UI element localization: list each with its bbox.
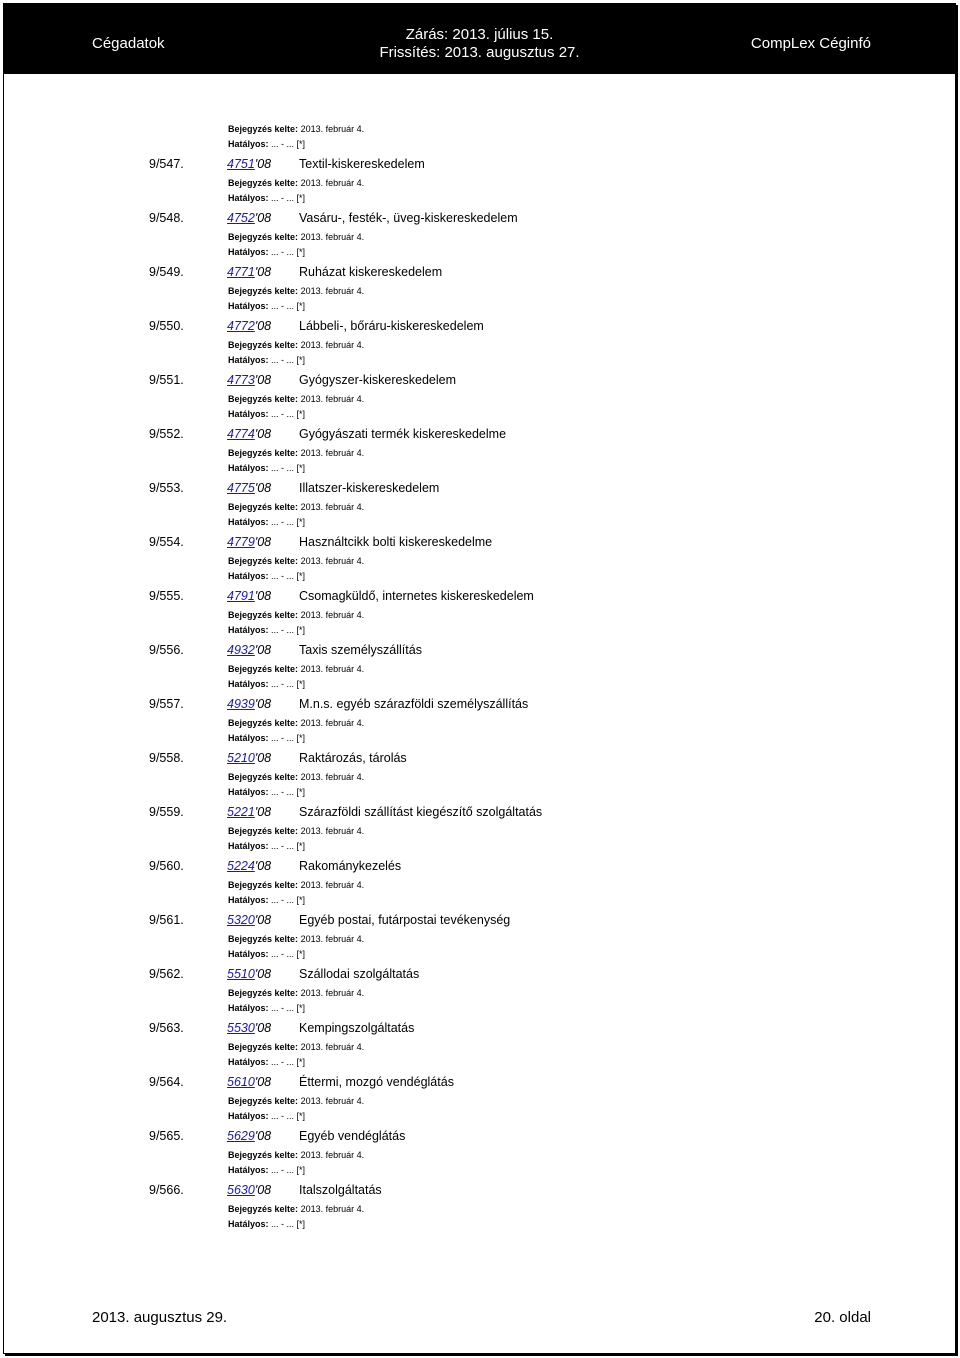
- effective-value: ... - ... [*]: [271, 355, 306, 365]
- entry-number: 9/561.: [149, 913, 184, 927]
- registration-date-line: [4, 446, 955, 461]
- registration-date-line: [4, 1202, 955, 1217]
- registration-date-label: Bejegyzés kelte:: [228, 1150, 299, 1160]
- code-suffix: '08: [254, 157, 272, 171]
- effective-label: Hatályos:: [228, 463, 269, 473]
- registration-date-value: 2013. február 4.: [300, 448, 365, 458]
- registration-date-label: Bejegyzés kelte:: [228, 556, 299, 566]
- registration-date-value: 2013. február 4.: [300, 124, 365, 134]
- teaor-code-link[interactable]: 4939: [227, 697, 255, 711]
- teaor-code-link[interactable]: 4779: [227, 535, 255, 549]
- teaor-code-link[interactable]: 5224: [227, 859, 255, 873]
- entry-row: [4, 1178, 955, 1202]
- header-company-data: Cégadatok: [92, 35, 165, 52]
- entry-code: [227, 260, 271, 284]
- entry-number: 9/548.: [149, 211, 184, 225]
- registration-date-value: 2013. február 4.: [300, 718, 365, 728]
- registration-date-value: 2013. február 4.: [300, 1096, 365, 1106]
- entry-code: [227, 530, 271, 554]
- code-suffix: '08: [254, 211, 272, 225]
- registration-date-line: [4, 878, 955, 893]
- registration-date-line: [4, 986, 955, 1001]
- entry-description: Vasáru-, festék-, üveg-kiskereskedelem: [299, 211, 518, 225]
- effective-line: [4, 947, 955, 962]
- registration-date-line: [4, 338, 955, 353]
- teaor-code-link[interactable]: 4773: [227, 373, 255, 387]
- entry-code: [227, 1016, 271, 1040]
- effective-label: Hatályos:: [228, 1219, 269, 1229]
- effective-value: ... - ... [*]: [271, 1057, 306, 1067]
- registration-date-label: Bejegyzés kelte:: [228, 178, 299, 188]
- entry-row: [4, 152, 955, 176]
- entry-number: 9/549.: [149, 265, 184, 279]
- registration-date-line: [4, 608, 955, 623]
- entry-number: 9/560.: [149, 859, 184, 873]
- registration-date-label: Bejegyzés kelte:: [228, 772, 299, 782]
- registration-date-label: Bejegyzés kelte:: [228, 502, 299, 512]
- registration-date-label: Bejegyzés kelte:: [228, 610, 299, 620]
- entry-description: Ruházat kiskereskedelem: [299, 265, 443, 279]
- effective-line: [4, 191, 955, 206]
- entry-number: 9/550.: [149, 319, 184, 333]
- entry-description: Taxis személyszállítás: [299, 643, 422, 657]
- registration-date-value: 2013. február 4.: [300, 880, 365, 890]
- entry-description: Textil-kiskereskedelem: [299, 157, 425, 171]
- teaor-code-link[interactable]: 5530: [227, 1021, 255, 1035]
- effective-label: Hatályos:: [228, 1111, 269, 1121]
- effective-value: ... - ... [*]: [271, 139, 306, 149]
- entry-row: [4, 638, 955, 662]
- effective-line: [4, 1001, 955, 1016]
- code-suffix: '08: [254, 805, 272, 819]
- effective-label: Hatályos:: [228, 679, 269, 689]
- effective-value: ... - ... [*]: [271, 409, 306, 419]
- effective-line: [4, 785, 955, 800]
- entry-row: [4, 476, 955, 500]
- effective-label: Hatályos:: [228, 787, 269, 797]
- code-suffix: '08: [254, 967, 272, 981]
- entry-code: [227, 1070, 271, 1094]
- effective-value: ... - ... [*]: [271, 247, 306, 257]
- entry-row: [4, 530, 955, 554]
- effective-label: Hatályos:: [228, 517, 269, 527]
- entry-number: 9/564.: [149, 1075, 184, 1089]
- entry-description: Italszolgáltatás: [299, 1183, 382, 1197]
- teaor-code-link[interactable]: 5629: [227, 1129, 255, 1143]
- registration-date-line: [4, 1040, 955, 1055]
- teaor-code-link[interactable]: 5610: [227, 1075, 255, 1089]
- entry-number: 9/558.: [149, 751, 184, 765]
- teaor-code-link[interactable]: 5221: [227, 805, 255, 819]
- page-footer: [4, 1309, 955, 1333]
- registration-date-label: Bejegyzés kelte:: [228, 1042, 299, 1052]
- entry-description: Rakománykezelés: [299, 859, 402, 873]
- code-suffix: '08: [254, 319, 272, 333]
- effective-label: Hatályos:: [228, 949, 269, 959]
- registration-date-line: [4, 770, 955, 785]
- entry-row: [4, 962, 955, 986]
- registration-date-label: Bejegyzés kelte:: [228, 232, 299, 242]
- effective-label: Hatályos:: [228, 841, 269, 851]
- entry-number: 9/562.: [149, 967, 184, 981]
- registration-date-line: [4, 284, 955, 299]
- entry-row: [4, 746, 955, 770]
- effective-line: [4, 569, 955, 584]
- effective-line: [4, 1217, 955, 1232]
- entry-code: [227, 206, 271, 230]
- entry-number: 9/556.: [149, 643, 184, 657]
- entry-description: Gyógyszer-kiskereskedelem: [299, 373, 456, 387]
- effective-line: [4, 731, 955, 746]
- effective-label: Hatályos:: [228, 1003, 269, 1013]
- registration-date-line: [4, 932, 955, 947]
- effective-value: ... - ... [*]: [271, 625, 306, 635]
- teaor-code-link[interactable]: 4771: [227, 265, 255, 279]
- effective-value: ... - ... [*]: [271, 301, 306, 311]
- registration-date-value: 2013. február 4.: [300, 826, 365, 836]
- code-suffix: '08: [254, 427, 272, 441]
- effective-value: ... - ... [*]: [271, 787, 306, 797]
- effective-label: Hatályos:: [228, 1165, 269, 1175]
- entry-row: [4, 692, 955, 716]
- effective-value: ... - ... [*]: [271, 895, 306, 905]
- code-suffix: '08: [254, 373, 272, 387]
- registration-date-label: Bejegyzés kelte:: [228, 826, 299, 836]
- entry-code: [227, 692, 271, 716]
- entry-code: [227, 422, 271, 446]
- registration-date-value: 2013. február 4.: [300, 988, 365, 998]
- effective-value: ... - ... [*]: [271, 1219, 306, 1229]
- registration-date-label: Bejegyzés kelte:: [228, 394, 299, 404]
- entry-description: M.n.s. egyéb szárazföldi személyszállítás: [299, 697, 529, 711]
- entry-row: [4, 584, 955, 608]
- teaor-code-link[interactable]: 5630: [227, 1183, 255, 1197]
- teaor-code-link[interactable]: 4791: [227, 589, 255, 603]
- effective-value: ... - ... [*]: [271, 949, 306, 959]
- code-suffix: '08: [254, 697, 272, 711]
- registration-date-line: [4, 662, 955, 677]
- registration-date-label: Bejegyzés kelte:: [228, 124, 299, 134]
- entry-description: Egyéb postai, futárpostai tevékenység: [299, 913, 511, 927]
- code-suffix: '08: [254, 1129, 272, 1143]
- entry-number: 9/563.: [149, 1021, 184, 1035]
- teaor-code-link[interactable]: 4752: [227, 211, 255, 225]
- page-header: [4, 4, 955, 74]
- entry-number: 9/559.: [149, 805, 184, 819]
- entry-description: Éttermi, mozgó vendéglátás: [299, 1075, 454, 1089]
- effective-label: Hatályos:: [228, 571, 269, 581]
- effective-value: ... - ... [*]: [271, 571, 306, 581]
- entry-row: [4, 1124, 955, 1148]
- header-brand: CompLex Céginfó: [750, 35, 871, 52]
- entry-description: Lábbeli-, bőráru-kiskereskedelem: [299, 319, 484, 333]
- entry-description: Raktározás, tárolás: [299, 751, 407, 765]
- registration-date-label: Bejegyzés kelte:: [228, 718, 299, 728]
- registration-date-value: 2013. február 4.: [300, 664, 365, 674]
- effective-value: ... - ... [*]: [271, 733, 306, 743]
- teaor-code-link[interactable]: 4774: [227, 427, 255, 441]
- entry-row: [4, 908, 955, 932]
- entry-description: Kempingszolgáltatás: [299, 1021, 415, 1035]
- entry-code: [227, 638, 271, 662]
- code-suffix: '08: [254, 1075, 272, 1089]
- effective-label: Hatályos:: [228, 193, 269, 203]
- effective-line: [4, 245, 955, 260]
- entry-code: [227, 1178, 271, 1202]
- code-suffix: '08: [254, 1183, 272, 1197]
- registration-date-line: [4, 1148, 955, 1163]
- teaor-code-link[interactable]: 4932: [227, 643, 255, 657]
- header-update-date: Frissítés: 2013. augusztus 27.: [379, 44, 580, 61]
- registration-date-value: 2013. február 4.: [300, 934, 365, 944]
- effective-line: [4, 893, 955, 908]
- effective-value: ... - ... [*]: [271, 193, 306, 203]
- entry-row: [4, 800, 955, 824]
- entry-code: [227, 152, 271, 176]
- effective-line: [4, 407, 955, 422]
- entry-description: Egyéb vendéglátás: [299, 1129, 406, 1143]
- registration-date-label: Bejegyzés kelte:: [228, 340, 299, 350]
- entry-number: 9/551.: [149, 373, 184, 387]
- registration-date-label: Bejegyzés kelte:: [228, 1096, 299, 1106]
- entry-number: 9/557.: [149, 697, 184, 711]
- entry-row: [4, 1016, 955, 1040]
- effective-value: ... - ... [*]: [271, 463, 306, 473]
- entry-code: [227, 584, 271, 608]
- registration-date-line: [4, 554, 955, 569]
- entry-description: Szárazföldi szállítást kiegészítő szolgáltatás: [299, 805, 543, 819]
- effective-label: Hatályos:: [228, 733, 269, 743]
- registration-date-value: 2013. február 4.: [300, 1204, 365, 1214]
- registration-date-label: Bejegyzés kelte:: [228, 1204, 299, 1214]
- code-suffix: '08: [254, 535, 272, 549]
- entry-description: Használtcikk bolti kiskereskedelme: [299, 535, 493, 549]
- entry-number: 9/555.: [149, 589, 184, 603]
- effective-line: [4, 623, 955, 638]
- code-suffix: '08: [254, 481, 272, 495]
- code-suffix: '08: [254, 643, 272, 657]
- effective-value: ... - ... [*]: [271, 1165, 306, 1175]
- teaor-code-link[interactable]: 4775: [227, 481, 255, 495]
- registration-date-line: [4, 500, 955, 515]
- entry-code: [227, 1124, 271, 1148]
- header-closing-date: Zárás: 2013. július 15.: [405, 26, 554, 43]
- code-suffix: '08: [254, 913, 272, 927]
- entry-number: 9/553.: [149, 481, 184, 495]
- entry-row: [4, 422, 955, 446]
- footer-page-number: 20. oldal: [814, 1309, 871, 1326]
- registration-date-line: [4, 392, 955, 407]
- entry-description: Illatszer-kiskereskedelem: [299, 481, 440, 495]
- registration-date-line: [4, 230, 955, 245]
- effective-line: [4, 1163, 955, 1178]
- registration-date-value: 2013. február 4.: [300, 1042, 365, 1052]
- entry-row: [4, 260, 955, 284]
- effective-value: ... - ... [*]: [271, 1111, 306, 1121]
- entry-row: [4, 314, 955, 338]
- effective-label: Hatályos:: [228, 895, 269, 905]
- registration-date-value: 2013. február 4.: [300, 502, 365, 512]
- effective-line: [4, 839, 955, 854]
- effective-line: [4, 137, 955, 152]
- entry-list: [4, 122, 955, 1232]
- footer-date: 2013. augusztus 29.: [92, 1309, 228, 1326]
- effective-label: Hatályos:: [228, 247, 269, 257]
- registration-date-line: [4, 176, 955, 191]
- entry-row: [4, 1070, 955, 1094]
- registration-date-line: [4, 1094, 955, 1109]
- entry-number: 9/552.: [149, 427, 184, 441]
- code-suffix: '08: [254, 589, 272, 603]
- entry-code: [227, 908, 271, 932]
- code-suffix: '08: [254, 751, 272, 765]
- teaor-code-link[interactable]: 5510: [227, 967, 255, 981]
- code-suffix: '08: [254, 859, 272, 873]
- registration-date-line: [4, 824, 955, 839]
- page-frame: [3, 3, 956, 1354]
- entry-description: Szállodai szolgáltatás: [299, 967, 420, 981]
- registration-date-line: [4, 716, 955, 731]
- entry-description: Gyógyászati termék kiskereskedelme: [299, 427, 507, 441]
- entry-row: [4, 206, 955, 230]
- registration-date-value: 2013. február 4.: [300, 286, 365, 296]
- registration-date-label: Bejegyzés kelte:: [228, 880, 299, 890]
- code-suffix: '08: [254, 1021, 272, 1035]
- entry-number: 9/554.: [149, 535, 184, 549]
- registration-date-value: 2013. február 4.: [300, 232, 365, 242]
- entry-description: Csomagküldő, internetes kiskereskedelem: [299, 589, 534, 603]
- effective-line: [4, 1109, 955, 1124]
- teaor-code-link[interactable]: 5210: [227, 751, 255, 765]
- effective-line: [4, 353, 955, 368]
- entry-code: [227, 800, 271, 824]
- effective-line: [4, 461, 955, 476]
- effective-value: ... - ... [*]: [271, 1003, 306, 1013]
- effective-line: [4, 1055, 955, 1070]
- entry-row: [4, 368, 955, 392]
- entry-code: [227, 746, 271, 770]
- effective-value: ... - ... [*]: [271, 679, 306, 689]
- registration-date-value: 2013. február 4.: [300, 610, 365, 620]
- registration-date-label: Bejegyzés kelte:: [228, 664, 299, 674]
- registration-date-value: 2013. február 4.: [300, 394, 365, 404]
- effective-label: Hatályos:: [228, 139, 269, 149]
- teaor-code-link[interactable]: 4772: [227, 319, 255, 333]
- code-suffix: '08: [254, 265, 272, 279]
- effective-label: Hatályos:: [228, 355, 269, 365]
- teaor-code-link[interactable]: 5320: [227, 913, 255, 927]
- entry-code: [227, 314, 271, 338]
- effective-label: Hatályos:: [228, 1057, 269, 1067]
- effective-line: [4, 677, 955, 692]
- effective-label: Hatályos:: [228, 301, 269, 311]
- effective-line: [4, 515, 955, 530]
- entry-code: [227, 962, 271, 986]
- entry-number: 9/566.: [149, 1183, 184, 1197]
- entry-number: 9/547.: [149, 157, 184, 171]
- registration-date-label: Bejegyzés kelte:: [228, 988, 299, 998]
- registration-date-value: 2013. február 4.: [300, 178, 365, 188]
- registration-date-label: Bejegyzés kelte:: [228, 448, 299, 458]
- registration-date-value: 2013. február 4.: [300, 1150, 365, 1160]
- entry-row: [4, 854, 955, 878]
- effective-label: Hatályos:: [228, 409, 269, 419]
- registration-date-label: Bejegyzés kelte:: [228, 934, 299, 944]
- effective-label: Hatályos:: [228, 625, 269, 635]
- effective-value: ... - ... [*]: [271, 841, 306, 851]
- registration-date-value: 2013. február 4.: [300, 772, 365, 782]
- entry-code: [227, 368, 271, 392]
- entry-code: [227, 476, 271, 500]
- effective-line: [4, 299, 955, 314]
- effective-value: ... - ... [*]: [271, 517, 306, 527]
- registration-date-value: 2013. február 4.: [300, 556, 365, 566]
- teaor-code-link[interactable]: 4751: [227, 157, 255, 171]
- entry-code: [227, 854, 271, 878]
- entry-number: 9/565.: [149, 1129, 184, 1143]
- registration-date-value: 2013. február 4.: [300, 340, 365, 350]
- registration-date-label: Bejegyzés kelte:: [228, 286, 299, 296]
- registration-date-line: [4, 122, 955, 137]
